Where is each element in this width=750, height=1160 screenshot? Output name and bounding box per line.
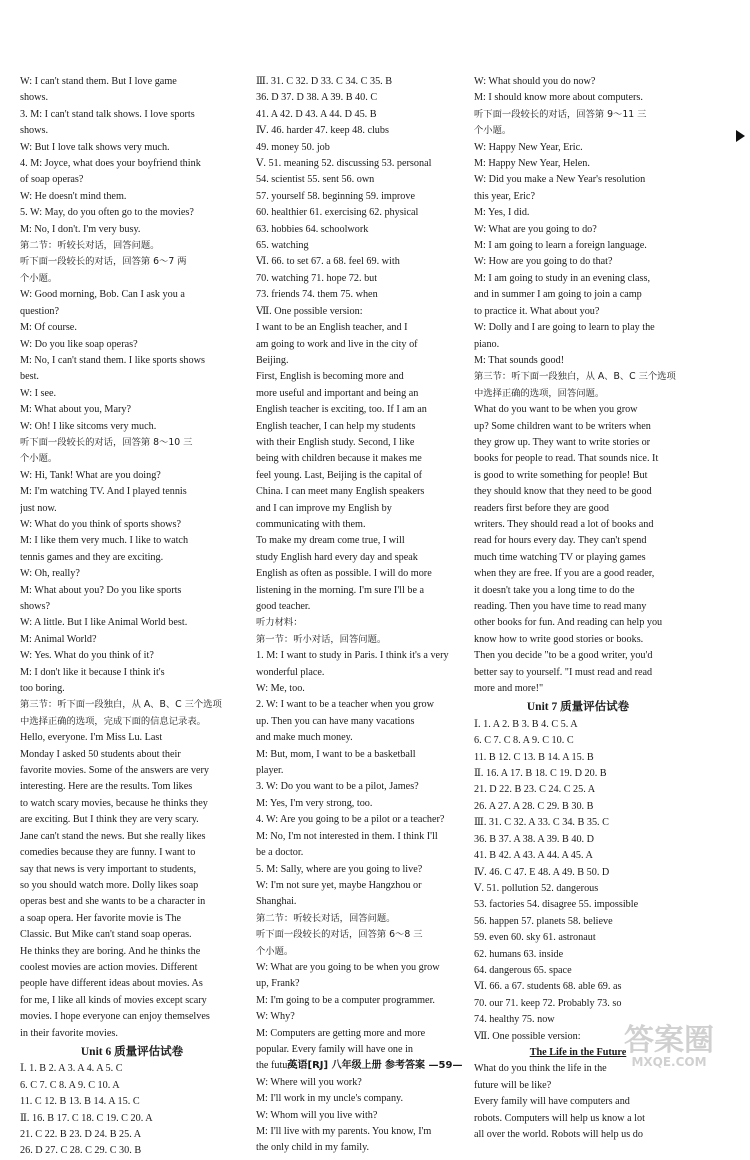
text-line: 70. watching 71. hope 72. but	[256, 272, 378, 284]
text-line: and make much money.	[256, 732, 353, 744]
text-line: M: But, mom, I want to be a basketball	[256, 748, 416, 760]
unit6-title: Unit 6 质量评估试卷	[80, 1045, 184, 1058]
answer-line: 6. C 7. C 8. A 9. C 10. C	[474, 735, 574, 747]
text-line: up? Some children want to be writers when	[474, 420, 651, 432]
text-line: M: What about you? Do you like sports	[20, 584, 182, 596]
text-line: when they are free. If you are a good reader,	[474, 568, 655, 580]
text-line: for me, I like all kinds of movies except scary	[20, 994, 207, 1006]
text-line: movies. I hope everyone can enjoy themselves	[20, 1011, 210, 1023]
text-line: 第二节：听较长对话，回答问题。	[20, 240, 160, 252]
text-line: up. Then you can have many vacations	[256, 715, 415, 727]
text-line: Ⅴ. 51. meaning 52. discussing 53. personal	[256, 158, 432, 170]
text-line: W: Did you make a New Year's resolution	[474, 174, 646, 186]
text-line: First, English is becoming more and	[256, 371, 404, 383]
text-line: and I can improve my English by	[256, 502, 392, 514]
text-line: Ⅲ. 31. C 32. D 33. C 34. C 35. B	[256, 76, 393, 87]
unit7-title: Unit 7 质量评估试卷	[526, 701, 630, 714]
text-line: Shanghai.	[256, 896, 297, 908]
text-line: M: Yes, I'm very strong, too.	[256, 797, 373, 809]
text-line: 听力材料：	[256, 617, 303, 629]
answer-line: 11. B 12. C 13. B 14. A 15. B	[474, 751, 594, 763]
text-line: W: Why?	[256, 1011, 295, 1023]
text-line: 3. M: I can't stand talk shows. I love sports	[20, 108, 195, 120]
text-line: 57. yourself 58. beginning 59. improve	[256, 190, 416, 202]
text-line: 63. hobbies 64. schoolwork	[256, 223, 369, 235]
text-line: other books for fun. And reading can help you	[474, 617, 663, 629]
watermark-logo	[594, 1023, 744, 1080]
answer-line: Ⅱ. 16. A 17. B 18. C 19. D 20. B	[474, 768, 607, 780]
text-line: M: I am going to learn a foreign language.	[474, 240, 647, 252]
text-line: player.	[256, 765, 284, 777]
text-line: writers. They should read a lot of books and	[474, 518, 654, 530]
text-line: M: That sounds good!	[474, 354, 565, 366]
text-line: English as often as possible. I will do more	[256, 568, 432, 580]
text-line: 3. W: Do you want to be a pilot, James?	[256, 781, 419, 793]
text-line: W: What are you going to be when you grow	[256, 961, 440, 973]
text-line: am going to work and live in the city of	[256, 338, 418, 350]
text-line: this year, Eric?	[474, 190, 535, 202]
text-line: W: I see.	[20, 387, 57, 399]
answer-line: 11. C 12. B 13. B 14. A 15. C	[20, 1096, 140, 1108]
text-line: 个小题。	[474, 125, 512, 137]
text-line: 个小题。	[20, 272, 58, 284]
answer-line: 70. our 71. keep 72. Probably 73. so	[474, 997, 622, 1009]
text-line: listening in the morning. I'm sure I'll be a	[256, 584, 425, 596]
text-line: To make my dream come true, I will	[256, 535, 405, 547]
text-line: M: No, I don't. I'm very busy.	[20, 223, 141, 235]
text-line: 65. watching	[256, 240, 309, 252]
text-line: more and more!"	[474, 683, 544, 695]
text-line: the future.	[256, 1060, 298, 1072]
text-line: W: He doesn't mind them.	[20, 190, 127, 202]
text-line: W: Where will you work?	[256, 1076, 362, 1088]
text-line: a soap opera. Her favorite movie is The	[20, 912, 182, 924]
text-line: 中选择正确的选项，回答问题。	[474, 387, 605, 399]
text-line: Classic. But Mike can't stand soap operas.	[20, 929, 192, 941]
text-line: W: Hi, Tank! What are you doing?	[20, 469, 161, 481]
text-line: 听下面一段较长的对话，回答第 6～8 三	[256, 929, 423, 941]
text-line: M: No, I'm not interested in them. I think I'll	[256, 830, 438, 842]
text-line: the only child in my family.	[256, 1142, 370, 1154]
text-line: and in summer I am going to join a camp	[474, 289, 642, 301]
essay-title: The Life in the Future	[529, 1046, 627, 1058]
text-line: up, Frank?	[256, 978, 300, 990]
text-line: favorite movies. Some of the answers are very	[20, 765, 209, 777]
column-middle	[256, 74, 461, 1157]
answer-line: Ⅴ. 51. pollution 52. dangerous	[474, 882, 599, 894]
text-line: 听下面一段较长的对话，回答第 6～7 两	[20, 256, 187, 268]
text-line: 5. M: Sally, where are you going to live?	[256, 863, 423, 875]
text-line: 个小题。	[256, 945, 294, 957]
text-line: M: I'll live with my parents. You know, I'm	[256, 1126, 432, 1137]
text-line: W: Whom will you live with?	[256, 1109, 378, 1121]
answer-line: 21. D 22. B 23. C 24. C 25. A	[474, 784, 596, 796]
text-line: Ⅵ. 66. to set 67. a 68. feel 69. with	[256, 256, 400, 268]
text-line: feel young. Last, Beijing is the capital of	[256, 469, 423, 481]
text-line: Ⅳ. 46. harder 47. keep 48. clubs	[256, 125, 389, 137]
text-line: W: Oh, really?	[20, 568, 80, 580]
text-line: popular. Every family will have one in	[256, 1043, 414, 1055]
text-line: W: Good morning, Bob. Can I ask you a	[20, 289, 185, 301]
answer-line: 41. B 42. A 43. A 44. A 45. A	[474, 850, 593, 862]
text-line: Ⅶ. One possible version:	[256, 305, 363, 317]
text-line: English teacher, I can help my students	[256, 420, 416, 432]
text-line: 1. M: I want to study in Paris. I think it's a very	[256, 650, 449, 662]
text-line: too boring.	[20, 683, 65, 695]
answer-line: Ⅵ. 66. a 67. students 68. able 69. as	[474, 981, 622, 993]
essay-line: Every family will have computers and	[474, 1096, 630, 1108]
text-line: they grow up. They want to write stories or	[474, 436, 651, 448]
text-line: M: Computers are getting more and more	[256, 1027, 426, 1039]
text-line: M: Happy New Year, Helen.	[474, 158, 590, 170]
text-line: M: Yes, I did.	[474, 207, 530, 219]
answer-line: Ⅳ. 46. C 47. E 48. A 49. B 50. D	[474, 866, 610, 878]
answer-line: 74. healthy 75. now	[474, 1014, 555, 1026]
answer-line: 53. factories 54. disagree 55. impossible	[474, 899, 639, 911]
answer-line: 59. even 60. sky 61. astronaut	[474, 932, 596, 944]
text-line: 36. D 37. D 38. A 39. B 40. C	[256, 92, 378, 104]
text-line: operas best and she wants to be a character in	[20, 896, 206, 908]
text-line: M: Animal World?	[20, 633, 97, 645]
text-line: W: What do you think of sports shows?	[20, 518, 182, 530]
text-line: M: I like them very much. I like to watch	[20, 535, 189, 547]
text-line: coolest movies are action movies. Different	[20, 961, 198, 973]
text-line: W: I'm not sure yet, maybe Hangzhou or	[256, 879, 422, 891]
answer-line: 26. A 27. A 28. C 29. B 30. B	[474, 800, 594, 812]
text-line: W: Do you like soap operas?	[20, 338, 138, 350]
text-line: people have different ideas about movies. As	[20, 978, 203, 990]
text-line: just now.	[20, 502, 57, 514]
text-line: shows?	[20, 601, 50, 612]
text-line: tennis games and they are exciting.	[20, 551, 164, 563]
text-line: W: I can't stand them. But I love game	[20, 76, 177, 87]
text-line: 49. money 50. job	[256, 141, 330, 153]
text-line: much time watching TV or playing games	[474, 551, 646, 563]
text-line: M: Of course.	[20, 322, 77, 334]
text-line: 54. scientist 55. sent 56. own	[256, 174, 375, 186]
answer-line: 36. B 37. A 38. A 39. B 40. D	[474, 833, 595, 845]
text-line: W: Yes. What do you think of it?	[20, 650, 154, 662]
answer-line: 56. happen 57. planets 58. believe	[474, 915, 613, 927]
text-line: say that news is very important to students,	[20, 863, 196, 875]
text-line: to practice it. What about you?	[474, 305, 600, 317]
text-line: know how to write good stories or books.	[474, 633, 644, 645]
text-line: be a doctor.	[256, 847, 304, 859]
text-line: shows.	[20, 125, 49, 137]
text-line: good teacher.	[256, 601, 311, 612]
text-line: 2. W: I want to be a teacher when you grow	[256, 699, 434, 711]
essay-line: robots. Computers will help us know a lot	[474, 1112, 645, 1124]
text-line: 4. W: Are you going to be a pilot or a teacher?	[256, 814, 445, 826]
answer-line: 64. dangerous 65. space	[474, 964, 572, 976]
text-line: 第三节：听下面一段独白，从 A、B、C 三个选项	[20, 699, 222, 711]
text-line: 中选择正确的选项，完成下面的信息记录表。	[20, 715, 206, 727]
answer-line: Ⅱ. 16. B 17. C 18. C 19. C 20. A	[20, 1112, 153, 1124]
text-line: to watch scary movies, because he thinks they	[20, 797, 208, 809]
text-line: 第二节：听较长对话，回答问题。	[256, 912, 396, 924]
answer-line: Ⅲ. 31. C 32. A 33. C 34. B 35. C	[474, 817, 609, 829]
text-line: China. I can meet many English speakers	[256, 486, 425, 498]
text-line: interesting. Here are the results. Tom likes	[20, 781, 193, 793]
text-line: question?	[20, 305, 60, 317]
text-line: shows.	[20, 92, 49, 104]
text-line: 73. friends 74. them 75. when	[256, 289, 378, 301]
text-line: W: Oh! I like sitcoms very much.	[20, 420, 157, 432]
answer-line: Ⅰ. 1. B 2. A 3. A 4. A 5. C	[20, 1063, 123, 1075]
text-line: M: I'm watching TV. And I played tennis	[20, 486, 187, 498]
watermark-text: 答案圈	[624, 1023, 714, 1058]
text-line: Jane can't stand the news. But she really likes	[20, 830, 206, 842]
essay-line: all over the world. Robots will help us do	[474, 1129, 643, 1140]
text-line: W: Happy New Year, Eric.	[474, 141, 583, 153]
text-line: M: No, I can't stand them. I like sports shows	[20, 354, 205, 366]
text-line: W: A little. But I like Animal World best.	[20, 617, 188, 629]
text-line: so you should watch more. Dolly likes soap	[20, 879, 199, 891]
text-line: Then you decide "to be a good writer, you'd	[474, 650, 653, 662]
text-line: 听下面一段较长的对话，回答第 9～11 三	[474, 108, 647, 120]
text-line: 60. healthier 61. exercising 62. physical	[256, 207, 419, 219]
text-line: W: Dolly and I are going to learn to play the	[474, 322, 655, 334]
column-right	[474, 74, 682, 1143]
text-line: M: What about you, Mary?	[20, 404, 132, 416]
answer-line: Ⅰ. 1. A 2. B 3. B 4. C 5. A	[474, 718, 578, 730]
text-line: English teacher is exciting, too. If I am an	[256, 404, 427, 416]
text-line: best.	[20, 371, 39, 383]
watermark-site: MXQE.COM	[631, 1055, 707, 1069]
text-line: study English hard every day and speak	[256, 551, 418, 563]
text-line: 4. M: Joyce, what does your boyfriend think	[20, 158, 201, 170]
text-line: of soap operas?	[20, 174, 84, 186]
text-line: they should know that they need to be good	[474, 486, 652, 498]
text-line: W: But I love talk shows very much.	[20, 141, 170, 153]
page-arrow-icon	[736, 130, 745, 142]
text-line: in their favorite movies.	[20, 1027, 118, 1039]
text-line: more useful and important and being an	[256, 387, 419, 399]
text-line: W: What are you going to do?	[474, 223, 597, 235]
text-line: are exciting. But I think they are very scary.	[20, 814, 199, 826]
text-line: He thinks they are boring. And he thinks the	[20, 945, 201, 957]
text-line: with their English study. Second, I like	[256, 436, 415, 448]
answer-line: 26. D 27. C 28. C 29. C 30. B	[20, 1145, 142, 1157]
column-left	[20, 74, 244, 1160]
text-line: M: I don't like it because I think it's	[20, 666, 165, 678]
text-line: it doesn't take you a long time to do the	[474, 584, 635, 596]
text-line: comedies because they are funny. I want to	[20, 847, 196, 859]
text-line: readers first before they are good	[474, 502, 609, 514]
text-line: M: I should know more about computers.	[474, 92, 643, 104]
text-line: 个小题。	[20, 453, 58, 465]
text-line: Hello, everyone. I'm Miss Lu. Last	[20, 732, 163, 744]
text-line: W: How are you going to do that?	[474, 256, 613, 268]
text-line: 第三节：听下面一段独白，从 A、B、C 三个选项	[474, 371, 676, 383]
text-line: communicating with them.	[256, 518, 366, 530]
text-line: piano.	[474, 338, 500, 350]
text-line: 听下面一段较长的对话，回答第 8～10 三	[20, 436, 193, 448]
text-line: is good to write something for people! But	[474, 469, 648, 481]
text-line: wonderful place.	[256, 666, 325, 678]
text-line: Monday I asked 50 students about their	[20, 748, 181, 760]
text-line: W: Me, too.	[256, 683, 305, 695]
answer-line: 6. C 7. C 8. A 9. C 10. A	[20, 1079, 120, 1091]
text-line: books for people to read. That sounds nice. It	[474, 453, 659, 465]
text-line: read for hours every day. They can't spend	[474, 535, 647, 547]
answer-line: 62. humans 63. inside	[474, 948, 564, 960]
page-footer: 英语[RJ] 八年级上册 参考答案 —59—	[287, 1060, 463, 1071]
answer-line: Ⅶ. One possible version:	[474, 1030, 581, 1042]
text-line: M: I am going to study in an evening class,	[474, 272, 650, 284]
text-line: Beijing.	[256, 354, 289, 366]
text-line: W: What should you do now?	[474, 76, 596, 87]
essay-line: What do you think the life in the	[474, 1063, 607, 1075]
text-line: I want to be an English teacher, and I	[256, 322, 408, 334]
text-line: What do you want to be when you grow	[474, 404, 638, 416]
text-line: M: I'm going to be a computer programmer.	[256, 994, 435, 1006]
text-line: being with children because it makes me	[256, 453, 422, 465]
text-line: better say to yourself. "I must read and read	[474, 666, 653, 678]
text-line: 第一节：听小对话，回答问题。	[256, 633, 387, 645]
text-line: reading. Then you have time to read many	[474, 601, 647, 612]
text-line: 5. W: May, do you often go to the movies?	[20, 207, 194, 219]
answer-line: 21. C 22. B 23. D 24. B 25. A	[20, 1129, 142, 1140]
essay-line: future will be like?	[474, 1079, 552, 1091]
text-line: 41. A 42. D 43. A 44. D 45. B	[256, 108, 377, 120]
text-line: M: I'll work in my uncle's company.	[256, 1093, 404, 1105]
